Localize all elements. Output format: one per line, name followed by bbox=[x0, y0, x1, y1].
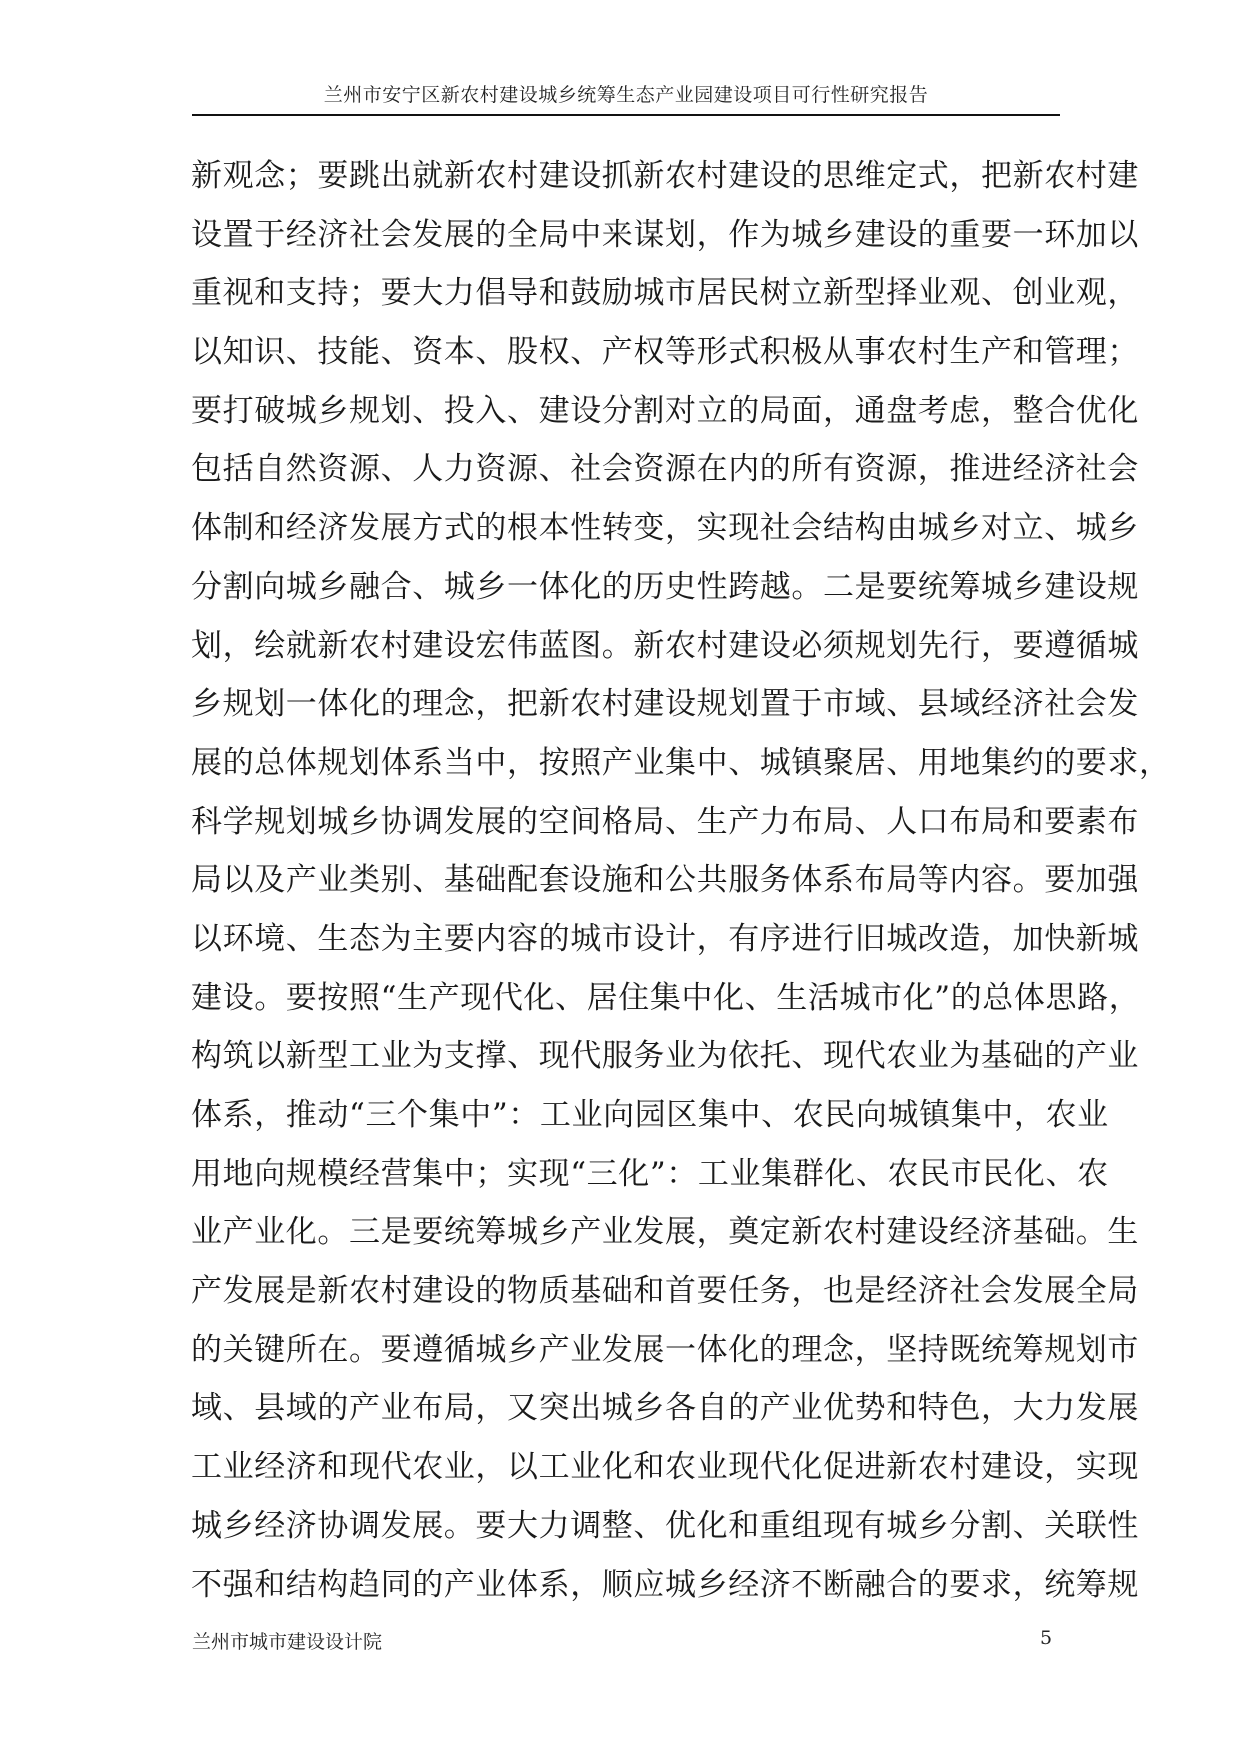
text-line: 划，绘就新农村建设宏伟蓝图。新农村建设必须规划先行，要遵循城 bbox=[191, 627, 1139, 664]
text-line: 域、县域的产业布局，又突出城乡各自的产业优势和特色，大力发展 bbox=[191, 1390, 1139, 1427]
text-line: 体制和经济发展方式的根本性转变，实现社会结构由城乡对立、城乡 bbox=[191, 510, 1139, 547]
text-line: 包括自然资源、人力资源、社会资源在内的所有资源，推进经济社会 bbox=[191, 451, 1139, 488]
text-line: 局以及产业类别、基础配套设施和公共服务体系布局等内容。要加强 bbox=[191, 862, 1139, 899]
text-line: 乡规划一体化的理念，把新农村建设规划置于市域、县域经济社会发 bbox=[191, 686, 1139, 723]
text-line: 业产业化。三是要统筹城乡产业发展，奠定新农村建设经济基础。生 bbox=[191, 1214, 1139, 1251]
text-line: 建设。要按照“生产现代化、居住集中化、生活城市化”的总体思路， bbox=[191, 979, 1141, 1016]
text-line: 用地向规模经营集中；实现“三化”：工业集群化、农民市民化、农 bbox=[191, 1155, 1109, 1192]
text-line: 工业经济和现代农业，以工业化和农业现代化促进新农村建设，实现 bbox=[191, 1449, 1139, 1486]
text-line: 科学规划城乡协调发展的空间格局、生产力布局、人口布局和要素布 bbox=[191, 803, 1139, 840]
report-title: 兰州市安宁区新农村建设城乡统筹生态产业园建设项目可行性研究报告 bbox=[323, 84, 929, 106]
text-line: 产发展是新农村建设的物质基础和首要任务，也是经济社会发展全局 bbox=[191, 1273, 1139, 1310]
text-line: 不强和结构趋同的产业体系，顺应城乡经济不断融合的要求，统筹规 bbox=[191, 1566, 1139, 1603]
text-line: 以环境、生态为主要内容的城市设计，有序进行旧城改造，加快新城 bbox=[191, 920, 1139, 957]
text-line: 新观念；要跳出就新农村建设抓新农村建设的思维定式，把新农村建 bbox=[191, 158, 1139, 194]
body-text bbox=[191, 147, 1171, 1614]
footer-organization: 兰州市城市建设设计院 bbox=[192, 1631, 383, 1653]
text-line: 展的总体规划体系当中，按照产业集中、城镇聚居、用地集约的要求， bbox=[191, 744, 1171, 781]
text-line: 的关键所在。要遵循城乡产业发展一体化的理念，坚持既统筹规划市 bbox=[191, 1331, 1139, 1368]
text-line: 重视和支持；要大力倡导和鼓励城市居民树立新型择业观、创业观， bbox=[191, 275, 1139, 312]
text-line: 分割向城乡融合、城乡一体化的历史性跨越。二是要统筹城乡建设规 bbox=[191, 568, 1139, 605]
text-line: 设置于经济社会发展的全局中来谋划，作为城乡建设的重要一环加以 bbox=[191, 216, 1139, 253]
text-line: 城乡经济协调发展。要大力调整、优化和重组现有城乡分割、关联性 bbox=[191, 1507, 1139, 1544]
text-line: 以知识、技能、资本、股权、产权等形式积极从事农村生产和管理； bbox=[191, 334, 1139, 371]
header-divider bbox=[192, 114, 1060, 116]
text-line: 体系，推动“三个集中”：工业向园区集中、农民向城镇集中，农业 bbox=[191, 1097, 1109, 1133]
text-line: 要打破城乡规划、投入、建设分割对立的局面，通盘考虑，整合优化 bbox=[191, 392, 1139, 429]
text-line: 构筑以新型工业为支撑、现代服务业为依托、现代农业为基础的产业 bbox=[191, 1038, 1139, 1075]
page-number: 5 bbox=[1040, 1627, 1053, 1649]
